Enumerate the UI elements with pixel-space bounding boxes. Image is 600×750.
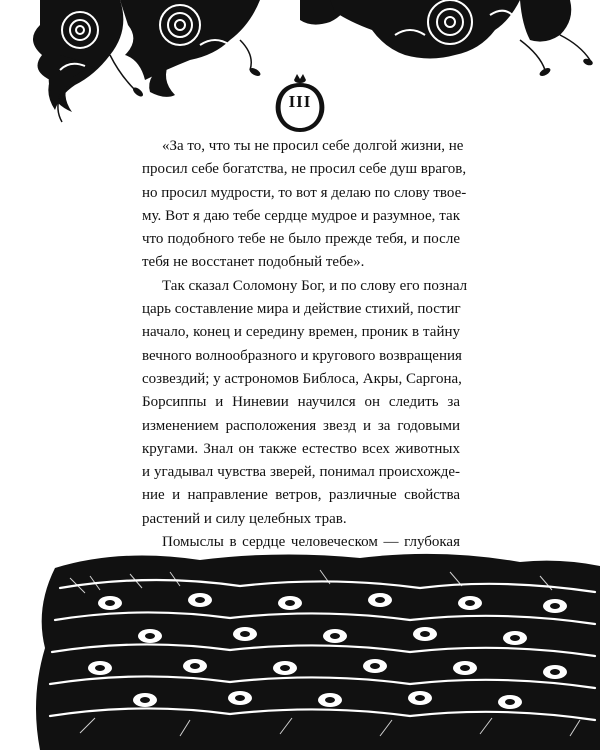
text-line: «За то, что ты не просил себе долгой жизни, не xyxy=(162,138,464,154)
text-line: созвездий; у астрономов Библоса, Акры, Саргона, xyxy=(142,370,462,387)
text-line: Борсиппы и Ниневии научился он следить за xyxy=(142,394,460,411)
text-line: просил себе богатства, не просил себе душ врагов, xyxy=(142,161,467,178)
text-line: начало, конец и середину времен, проник в тайну xyxy=(142,324,460,341)
text-line: и угадывал чувства зверей, понимал происхожде- xyxy=(142,464,460,481)
text-line: Так сказал Соломону Бог, и по слову его познал xyxy=(162,277,468,294)
text-line: Помыслы в сердце человеческом — глубокая xyxy=(162,534,460,551)
text-line: тебя не восстанет подобный тебе». xyxy=(142,254,365,271)
text-line: растений и силу целебных трав. xyxy=(142,510,347,527)
text-line: вечного волнообразного и кругового возвращения xyxy=(142,347,462,364)
text-line: изменением расположения звезд и за годовыми xyxy=(142,417,460,434)
paragraph-2 xyxy=(142,275,468,531)
text-line: но просил мудрости, то вот я делаю по слову твое- xyxy=(142,184,467,201)
text-line: кругами. Знал он также естество всех животных xyxy=(142,440,460,457)
text-line: что подобного тебе не было прежде тебя, и после xyxy=(142,231,460,248)
text-line: ние и направление ветров, различные свойства xyxy=(142,487,460,504)
peacock-feathers-illustration xyxy=(0,548,600,750)
text-line: царь составление мира и действие стихий, постиг xyxy=(142,301,461,318)
chapter-number: III xyxy=(288,92,312,111)
paragraph-1 xyxy=(142,135,467,275)
chapter-ornament xyxy=(268,72,332,136)
text-line: му. Вот я даю тебе сердце мудрое и разумное, так xyxy=(142,207,460,224)
